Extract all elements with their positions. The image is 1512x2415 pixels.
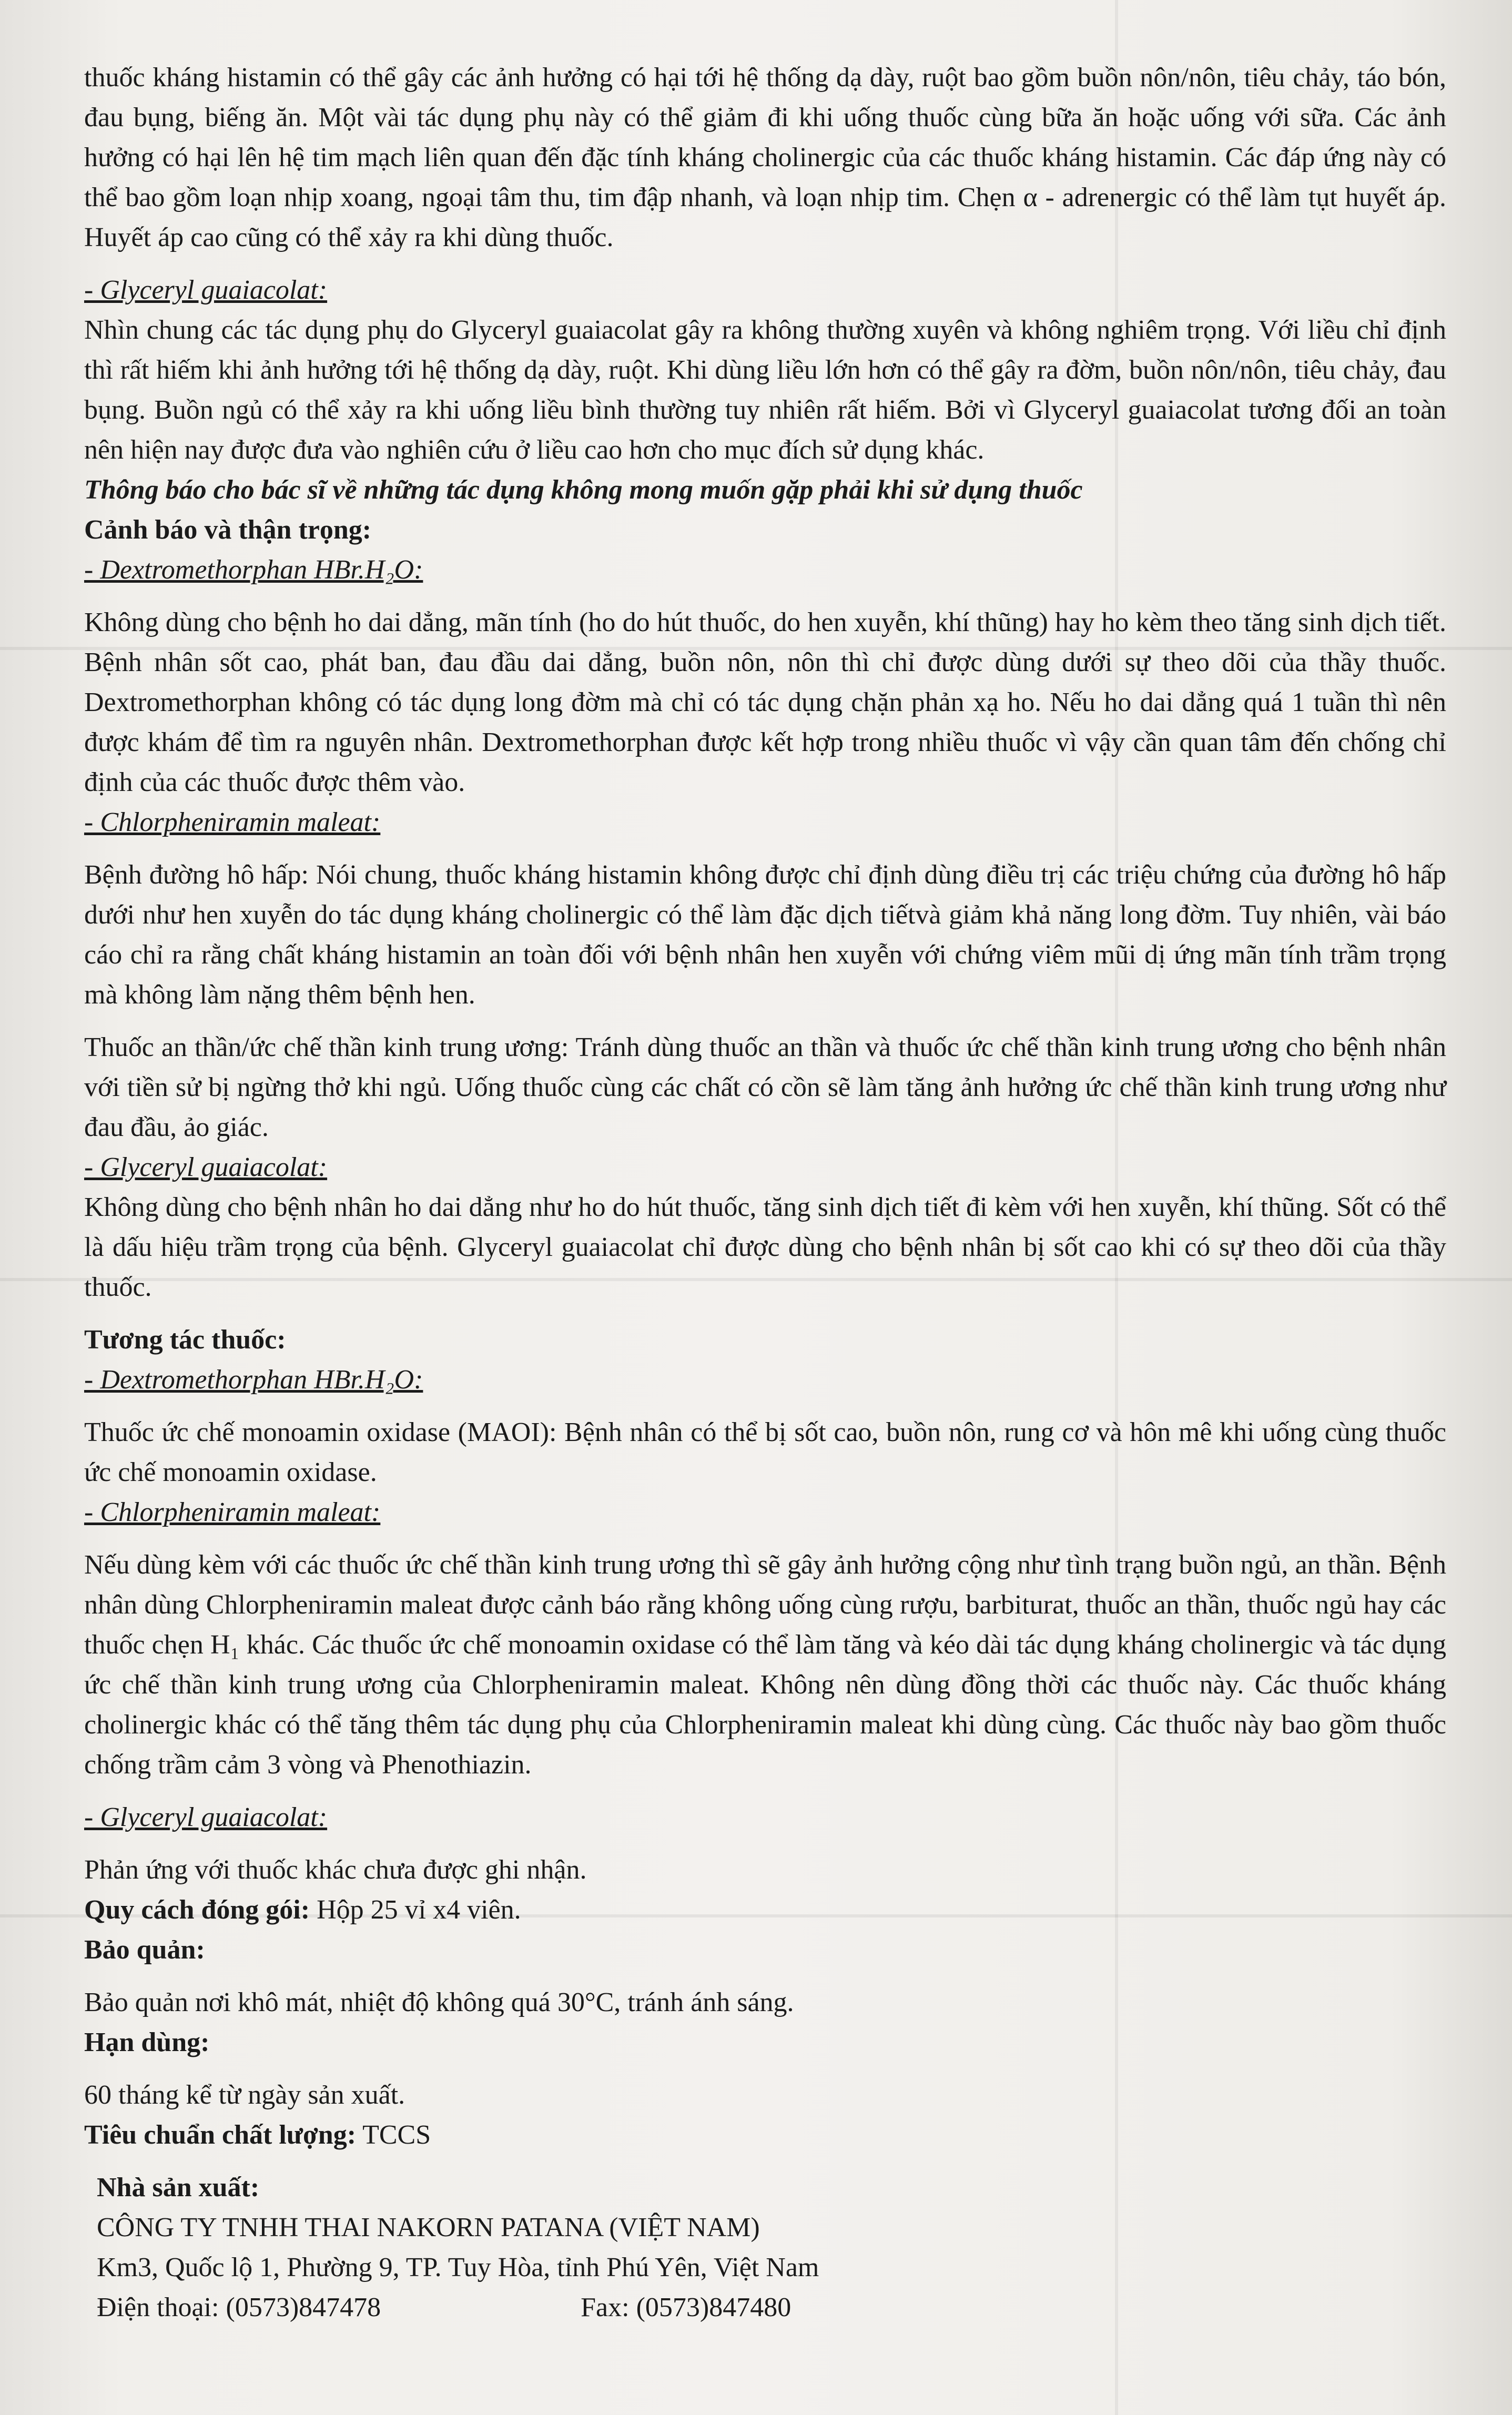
manufacturer-company: CÔNG TY TNHH THAI NAKORN PATANA (VIỆT NAM): [97, 2213, 760, 2242]
manufacturer-contact: [97, 2288, 1446, 2328]
expiry-label: Hạn dùng:: [84, 2027, 210, 2057]
heading-notify-doctor: Thông báo cho bác sĩ về những tác dụng không mong muốn gặp phải khi sử dụng thuốc: [84, 475, 1083, 505]
manufacturer-label: Nhà sản xuất:: [97, 2173, 260, 2203]
expiry-value: 60 tháng kể từ ngày sản xuất.: [84, 2080, 405, 2110]
packaging-label: Quy cách đóng gói:: [84, 1895, 310, 1925]
paragraph-dextromethorphan-interaction: Thuốc ức chế monoamin oxidase (MAOI): Bệnh nhân có thể bị sốt cao, buồn nôn, rung cơ và hôn mê khi uống cùng thuốc ức chế monoamin oxidase.: [84, 1417, 1446, 1487]
subheading-glyceryl: - Glyceryl guaiacolat:: [84, 1802, 328, 1832]
storage-label: Bảo quản:: [84, 1935, 205, 1965]
subheading-glyceryl: - Glyceryl guaiacolat:: [84, 1152, 328, 1182]
leaflet-text: [84, 58, 1446, 2328]
paragraph-chlorpheniramin-interaction: Nếu dùng kèm với các thuốc ức chế thần kinh trung ương thì sẽ gây ảnh hưởng cộng như tình trạng buồn ngủ, an thần. Bệnh nhân dùng Chlorpheniramin maleat được cảnh báo rằng không uống cùng rượu, barbiturat, thuốc an thần, thuốc ngủ hay các thuốc chẹn H₁ khác. Các thuốc ức chế monoamin oxidase có thể làm tăng và kéo dài tác dụng kháng cholinergic và tác dụng ức chế thần kinh trung ương của Chlorpheniramin maleat. Không nên dùng đồng thời các thuốc này. Các thuốc kháng cholinergic khác có thể tăng thêm tác dụng phụ của Chlorpheniramin maleat khi dùng cùng. Các thuốc này bao gồm thuốc chống trầm cảm 3 vòng và Phenothiazin.: [84, 1550, 1446, 1780]
manufacturer-phone: Điện thoại: (0573)847478: [97, 2292, 381, 2322]
manufacturer-address: Km3, Quốc lộ 1, Phường 9, TP. Tuy Hòa, tỉnh Phú Yên, Việt Nam: [97, 2252, 819, 2282]
manufacturer-fax: Fax: (0573)847480: [581, 2292, 791, 2322]
heading-interactions: Tương tác thuốc:: [84, 1325, 286, 1355]
paragraph-antihistamine-effects: thuốc kháng histamin có thể gây các ảnh hưởng có hại tới hệ thống dạ dày, ruột bao gồm buồn nôn/nôn, tiêu chảy, táo bón, đau bụng, biếng ăn. Một vài tác dụng phụ này có thể giảm đi khi uống thuốc cùng bữa ăn hoặc uống với sữa. Các ảnh hưởng có hại lên hệ tim mạch liên quan đến đặc tính kháng cholinergic của các thuốc kháng histamin. Các đáp ứng này có thể bao gồm loạn nhịp xoang, ngoại tâm thu, tim đập nhanh, và loạn nhịp tim. Chẹn α - adrenergic có thể làm tụt huyết áp. Huyết áp cao cũng có thể xảy ra khi dùng thuốc.: [84, 63, 1446, 252]
paragraph-glyceryl-warning: Không dùng cho bệnh nhân ho dai dẳng như ho do hút thuốc, tăng sinh dịch tiết đi kèm với hen xuyễn, khí thũng. Sốt có thể là dấu hiệu trầm trọng của bệnh. Glyceryl guaiacolat chỉ được dùng cho bệnh nhân bị sốt cao khi có sự theo dõi của thầy thuốc.: [84, 1192, 1446, 1302]
paragraph-chlorpheniramin-respiratory: Bệnh đường hô hấp: Nói chung, thuốc kháng histamin không được chỉ định dùng điều trị các triệu chứng của đường hô hấp dưới như hen xuyễn do tác dụng kháng cholinergic có thể làm đặc dịch tiếtvà giảm khả năng long đờm. Tuy nhiên, vài báo cáo chỉ ra rằng chất kháng histamin an toàn đối với bệnh nhân hen xuyễn với chứng viêm mũi dị ứng mãn tính trầm trọng mà không làm nặng thêm bệnh hen.: [84, 860, 1446, 1010]
packaging-line: [84, 1890, 1446, 1930]
storage-value: Bảo quản nơi khô mát, nhiệt độ không quá 30°C, tránh ánh sáng.: [84, 1987, 794, 2017]
packaging-value: Hộp 25 vỉ x4 viên.: [310, 1895, 521, 1925]
subheading-dextromethorphan: - Dextromethorphan HBr.H₂O:: [84, 1365, 423, 1395]
quality-line: [84, 2115, 1446, 2155]
quality-value: TCCS: [356, 2120, 431, 2150]
heading-warnings: Cảnh báo và thận trọng:: [84, 515, 372, 545]
manufacturer-block: [97, 2168, 1446, 2328]
subheading-dextromethorphan: - Dextromethorphan HBr.H₂O:: [84, 555, 423, 585]
paragraph-chlorpheniramin-cns: Thuốc an thần/ức chế thần kinh trung ương: Tránh dùng thuốc an thần và thuốc ức chế thần kinh trung ương cho bệnh nhân với tiền sử bị ngừng thở khi ngủ. Uống thuốc cùng các chất có cồn sẽ làm tăng ảnh hưởng ức chế thần kinh trung ương như đau đầu, ảo giác.: [84, 1032, 1446, 1142]
paragraph-glyceryl-interaction: Phản ứng với thuốc khác chưa được ghi nhận.: [84, 1855, 587, 1885]
subheading-glyceryl: - Glyceryl guaiacolat:: [84, 275, 328, 305]
subheading-chlorpheniramin: - Chlorpheniramin maleat:: [84, 807, 381, 837]
paragraph-glyceryl-side-effects: Nhìn chung các tác dụng phụ do Glyceryl guaiacolat gây ra không thường xuyên và không nghiêm trọng. Với liều chỉ định thì rất hiếm khi ảnh hưởng tới hệ thống dạ dày, ruột. Khi dùng liều lớn hơn có thể gây ra đờm, buồn nôn/nôn, tiêu chảy, đau bụng. Buồn ngủ có thể xảy ra khi uống liều bình thường tuy nhiên rất hiếm. Bởi vì Glyceryl guaiacolat tương đối an toàn nên hiện nay được đưa vào nghiên cứu ở liều cao hơn cho mục đích sử dụng khác.: [84, 315, 1446, 465]
subheading-chlorpheniramin: - Chlorpheniramin maleat:: [84, 1497, 381, 1527]
quality-label: Tiêu chuẩn chất lượng:: [84, 2120, 357, 2150]
paragraph-dextromethorphan-warning: Không dùng cho bệnh ho dai dẳng, mãn tính (ho do hút thuốc, do hen xuyễn, khí thũng) hay ho kèm theo tăng sinh dịch tiết. Bệnh nhân sốt cao, phát ban, đau đầu dai dẳng, buồn nôn, nôn thì chỉ được dùng dưới sự theo dõi của thầy thuốc. Dextromethorphan không có tác dụng long đờm mà chỉ có tác dụng chặn phản xạ ho. Nếu ho dai dẳng quá 1 tuần thì nên được khám để tìm ra nguyên nhân. Dextromethorphan được kết hợp trong nhiều thuốc vì vậy cần quan tâm đến chống chỉ định của các thuốc được thêm vào.: [84, 607, 1446, 797]
